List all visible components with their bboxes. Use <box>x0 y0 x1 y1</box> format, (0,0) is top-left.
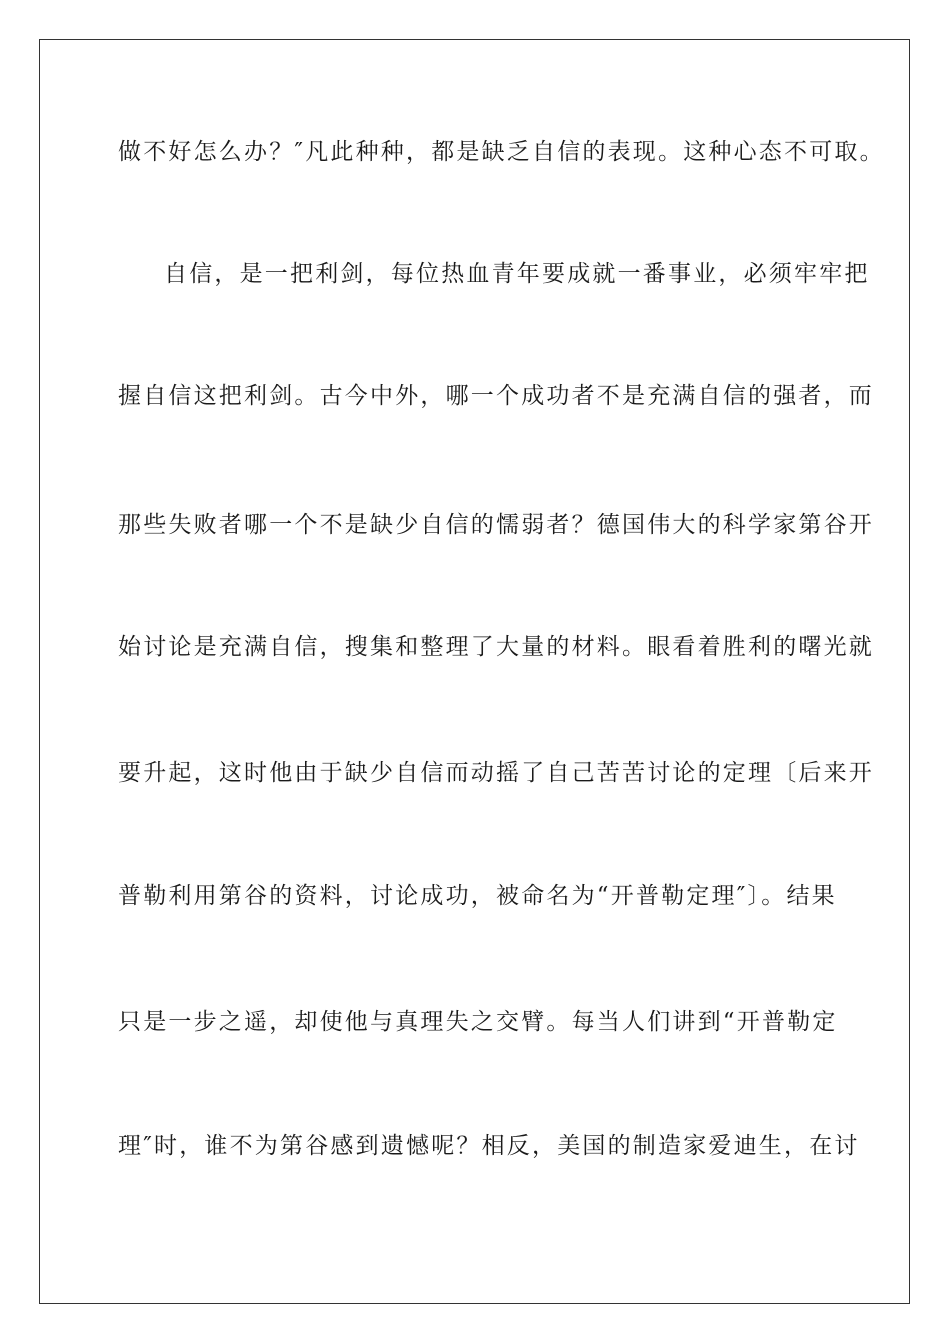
paragraph-line-7: 普勒利用第谷的资料，讨论成功，被命名为“开普勒定理″〕。结果 <box>118 883 837 909</box>
paragraph-line-9: 理″时，谁不为第谷感到遗憾呢？相反，美国的制造家爱迪生，在讨 <box>118 1133 860 1159</box>
paragraph-line-8: 只是一步之遥，却使他与真理失之交臂。每当人们讲到“开普勒定 <box>118 1009 838 1035</box>
paragraph-line-2: 自信，是一把利剑，每位热血青年要成就一番事业，必须牢牢把 <box>164 261 870 287</box>
paragraph-line-1: 做不好怎么办？″凡此种种，都是缺乏自信的表现。这种心态不可取。 <box>118 139 885 165</box>
page-border <box>39 39 910 1304</box>
paragraph-line-5: 始讨论是充满自信，搜集和整理了大量的材料。眼看着胜利的曙光就 <box>118 634 874 660</box>
paragraph-line-4: 那些失败者哪一个不是缺少自信的懦弱者？德国伟大的科学家第谷开 <box>118 512 874 538</box>
paragraph-line-6: 要升起，这时他由于缺少自信而动摇了自己苦苦讨论的定理〔后来开 <box>118 760 874 786</box>
paragraph-line-3: 握自信这把利剑。古今中外，哪一个成功者不是充满自信的强者，而 <box>118 383 874 409</box>
